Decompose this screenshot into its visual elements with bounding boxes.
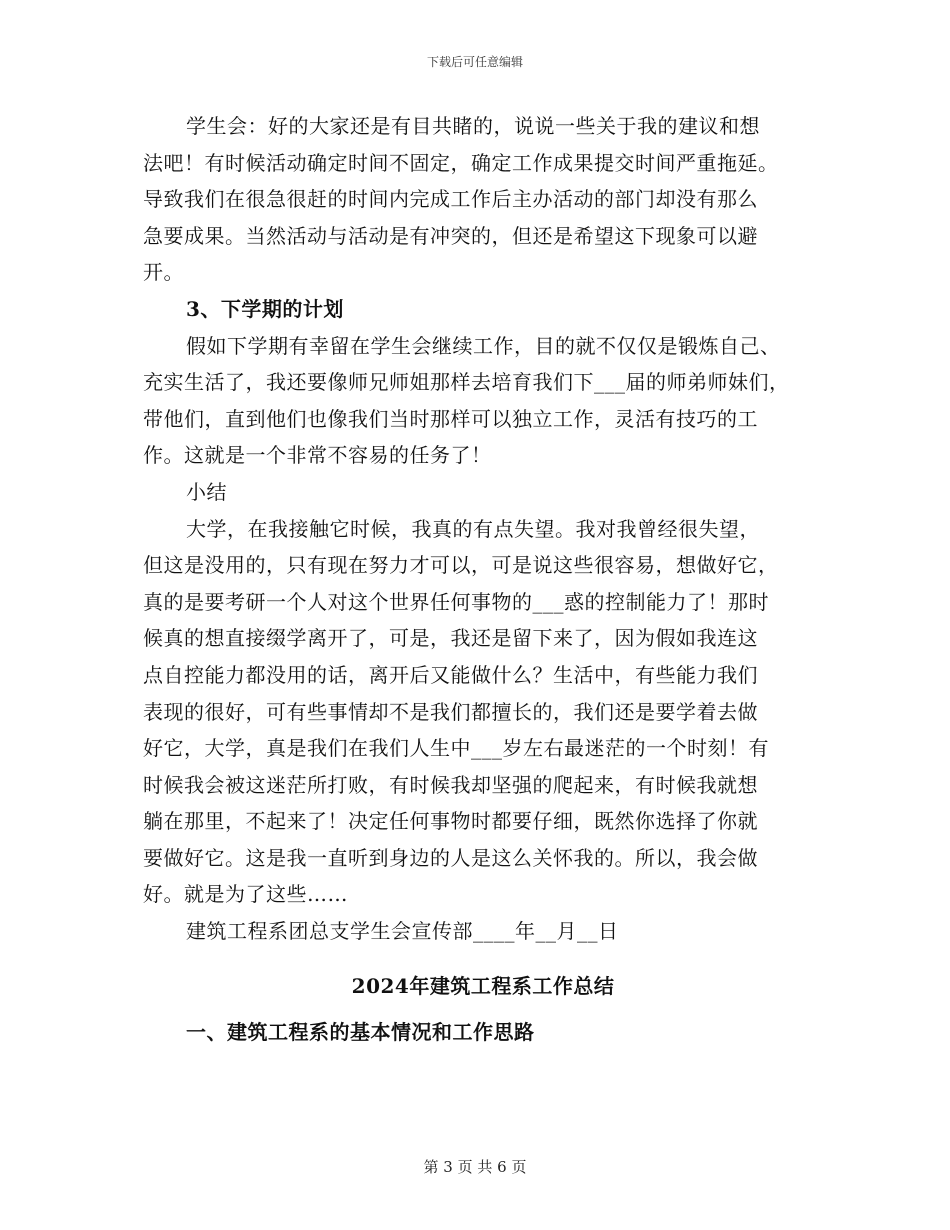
signature-line: 建筑工程系团总支学生会宣传部____年__月__日 — [186, 919, 619, 944]
paragraph-line: 躺在那里，不起来了！决定任何事物时都要仔细，既然你选择了你就 — [143, 809, 758, 834]
paragraph-line: 作。这就是一个非常不容易的任务了！ — [143, 443, 492, 468]
page-header: 下载后可任意编辑 — [426, 55, 523, 69]
paragraph-line: 真的是要考研一个人对这个世界任何事物的___惑的控制能力了！那时 — [143, 589, 769, 614]
paragraph-line: 法吧！有时候活动确定时间不固定，确定工作成果提交时间严重拖延。 — [143, 150, 779, 175]
paragraph-line: 大学，在我接触它时候，我真的有点失望。我对我曾经很失望， — [186, 516, 760, 541]
paragraph-line: 表现的很好，可有些事情却不是我们都擅长的，我们还是要学着去做 — [143, 699, 758, 724]
paragraph-line: 点自控能力都没用的话，离开后又能做什么？生活中，有些能力我们 — [143, 662, 758, 687]
paragraph-line: 带他们，直到他们也像我们当时那样可以独立工作，灵活有技巧的工 — [143, 406, 758, 431]
paragraph-line: 充实生活了，我还要像师兄师姐那样去培育我们下___届的师弟师妹们， — [143, 370, 790, 395]
subsection-heading: 3、下学期的计划 — [186, 296, 344, 321]
paragraph-line: 好。就是为了这些…… — [143, 882, 348, 907]
paragraph-line: 导致我们在很急很赶的时间内完成工作后主办活动的部门却没有那么 — [143, 187, 758, 212]
summary-heading: 小结 — [186, 479, 227, 504]
paragraph-line: 开。 — [143, 260, 184, 285]
paragraph-line: 假如下学期有幸留在学生会继续工作，目的就不仅仅是锻炼自己、 — [186, 333, 781, 358]
paragraph-line: 但这是没用的，只有现在努力才可以，可是说这些很容易，想做好它， — [143, 553, 779, 578]
paragraph-line: 好它，大学，真是我们在我们人生中___岁左右最迷茫的一个时刻！有 — [143, 736, 769, 761]
paragraph-line: 急要成果。当然活动与活动是有冲突的，但还是希望这下现象可以避 — [143, 223, 758, 248]
document-title: 2024年建筑工程系工作总结 — [351, 973, 615, 998]
document-body — [143, 108, 823, 1051]
paragraph-line: 学生会：好的大家还是有目共睹的，说说一些关于我的建议和想 — [186, 114, 760, 138]
page-footer: 第 3 页 共 6 页 — [423, 1158, 527, 1176]
section-heading: 一、建筑工程系的基本情况和工作思路 — [186, 1020, 535, 1045]
paragraph-line: 要做好它。这是我一直听到身边的人是这么关怀我的。所以，我会做 — [143, 845, 758, 870]
paragraph-line: 候真的想直接缀学离开了，可是，我还是留下来了，因为假如我连这 — [143, 626, 758, 651]
paragraph-line: 时候我会被这迷茫所打败，有时候我却坚强的爬起来，有时候我就想 — [143, 772, 758, 797]
